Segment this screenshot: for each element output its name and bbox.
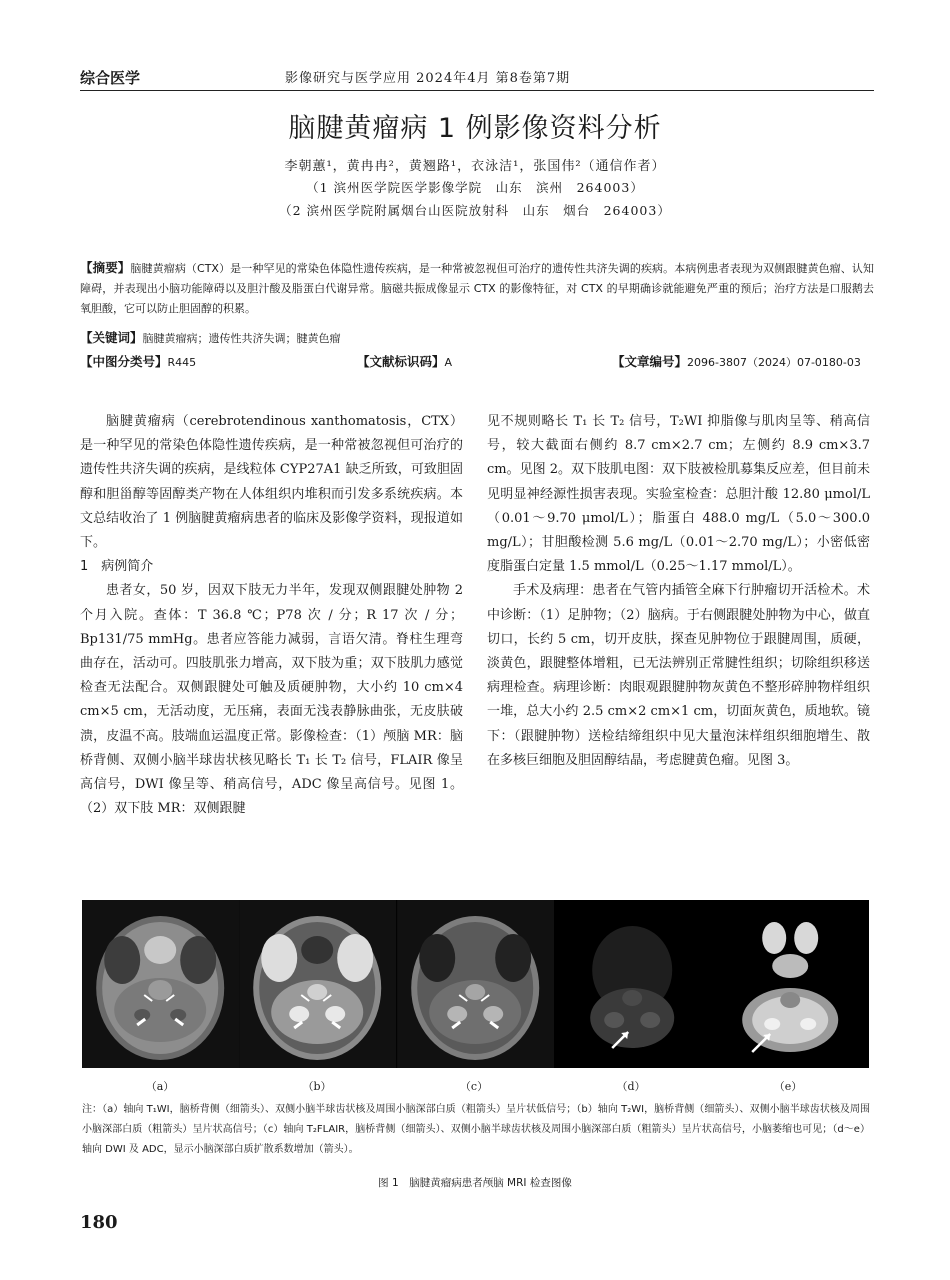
continued-paragraph: 见不规则略长 T₁ 长 T₂ 信号，T₂WI 抑脂像与肌肉呈等、稍高信号，较大截面右侧约 8.7 cm×2.7 cm；左侧约 8.9 cm×3.7 cm。见图 2。双下肢肌电图：双下肢被检肌募集反应差，但目前未见明显神经源性损害表现。实验室检查：总胆汁酸 12.80 μmol/L（0.01～9.70 μmol/L）；脂蛋白 488.0 mg/L（5.0～300.0 mg/L）；甘胆酸检测 5.6 mg/L（0.01～2.70 mg/L）；小密低密度脂蛋白定量 1.5 mmol/L（0.25～1.17 mmol/L）。	[487, 414, 871, 575]
panel-label-c: （c）	[459, 1080, 489, 1093]
art-value: 2096-3807（2024）07-0180-03	[687, 356, 861, 369]
panel-label-e: （e）	[773, 1080, 803, 1093]
panel-label-b: （b）	[302, 1080, 332, 1093]
section-label: 综合医学	[80, 69, 141, 87]
left-column	[80, 410, 463, 821]
doc-label: 【文献标识码】	[357, 354, 445, 369]
keywords-text: 脑腱黄瘤病；遗传性共济失调；腱黄色瘤	[142, 332, 341, 345]
art-label: 【文章编号】	[612, 354, 688, 369]
mri-panel-d	[554, 900, 711, 1068]
case-paragraph: 患者女，50 岁，因双下肢无力半年，发现双侧跟腱处肿物 2 个月入院。查体：T 36.8 ℃；P78 次 / 分；R 17 次 / 分；Bp131/75 mmHg。患者应答能力减弱，言语欠清。脊柱生理弯曲存在，活动可。四肢肌张力增高，双下肢为重；双下肢肌力感觉检查无法配合。双侧跟腱处可触及质硬肿物，大小约 10 cm×4 cm×5 cm，无活动度，无压痛，表面无浅表静脉曲张，无皮肤破溃，皮温不高。肢端血运温度正常。影像检查：（1）颅脑 MR：脑桥背侧、双侧小脑半球齿状核见略长 T₁ 长 T₂ 信号，FLAIR 像呈高信号，DWI 像呈等、稍高信号，ADC 像呈高信号。见图 1。（2）双下肢 MR：双侧跟腱	[80, 583, 463, 817]
panel-label-d: （d）	[616, 1080, 646, 1093]
mri-panel-b	[239, 900, 396, 1068]
keywords	[80, 328, 341, 346]
figure-title: 图 1 脑腱黄瘤病患者颅脑 MRI 检查图像	[378, 1177, 572, 1189]
doc-code	[357, 352, 452, 370]
mri-panel-e	[712, 900, 869, 1068]
figure-note: 注：（a）轴向 T₁WI，脑桥背侧（细箭头）、双侧小脑半球齿状核及周围小脑深部白质（粗箭头）呈片状低信号；（b）轴向 T₂WI，脑桥背侧（细箭头）、双侧小脑半球齿状核及周围小脑深部白质（粗箭头）呈片状高信号；（c）轴向 T₂FLAIR，脑桥背侧（细箭头）、双侧小脑半球齿状核及周围小脑深部白质（粗箭头）呈片状高信号，小脑萎缩也可见；（d～e）轴向 DWI 及 ADC，显示小脑深部白质扩散系数增加（箭头）。	[82, 1104, 870, 1155]
doc-value: A	[444, 356, 453, 369]
abstract-text: 脑腱黄瘤病（CTX）是一种罕见的常染色体隐性遗传疾病，是一种常被忽视但可治疗的遗传性共济失调的疾病。本病例患者表现为双侧跟腱黄色瘤、认知障碍，并表现出小脑功能障碍以及胆汁酸及脂蛋白代谢异常。脑磁共振成像显示 CTX 的影像特征，对 CTX 的早期确诊就能避免严重的预后；治疗方法是口服鹅去氧胆酸，它可以防止胆固醇的积累。	[80, 262, 874, 315]
affiliation-1: （1 滨州医学院医学影像学院 山东 滨州 264003）	[306, 180, 644, 195]
section-heading: 1 病例简介	[80, 559, 154, 575]
abstract	[80, 258, 874, 319]
keywords-label: 【关键词】	[80, 330, 143, 345]
pathology-paragraph: 手术及病理：患者在气管内插管全麻下行肿瘤切开活检术。术中诊断：（1）足肿物；（2）脑病。于右侧跟腱处肿物为中心，做直切口，长约 5 cm，切开皮肤，探查见肿物位于跟腱周围，质硬，淡黄色，跟腱整体增粗，已无法辨别正常腱性组织；切除组织移送病理检查。病理诊断：肉眼观跟腱肿物灰黄色不整形碎肿物样组织一堆，总大小约 2.5 cm×2 cm×1 cm，切面灰黄色，质地软。镜下：（跟腱肿物）送检结缔组织中见大量泡沫样组织细胞增生、散在多核巨细胞及胆固醇结晶，考虑腱黄色瘤。见图 3。	[487, 583, 870, 768]
mri-panel-c	[397, 900, 554, 1068]
right-column	[487, 410, 870, 773]
mri-panel-a	[82, 900, 239, 1068]
article-number	[612, 352, 861, 370]
clc-value: R445	[167, 356, 197, 369]
mri-figure	[82, 900, 869, 1068]
panel-label-a: （a）	[145, 1080, 175, 1093]
intro-paragraph: 脑腱黄瘤病（cerebrotendinous xanthomatosis，CTX）是一种罕见的常染色体隐性遗传疾病，是一种常被忽视但可治疗的遗传性共济失调的疾病，是线粒体 CYP27A1 缺乏所致，可致胆固醇和胆甾醇等固醇类产物在人体组织内堆积而引发多系统疾病。本文总结收治了 1 例脑腱黄瘤病患者的临床及影像学资料，现报道如下。	[80, 414, 463, 551]
page-number: 180	[80, 1212, 118, 1233]
author-list: 李朝蕙¹，黄冉冉²，黄翘路¹，衣泳洁¹，张国伟²（通信作者）	[284, 159, 666, 174]
running-header	[80, 64, 874, 91]
affiliation-2: （2 滨州医学院附属烟台山医院放射科 山东 烟台 264003）	[279, 203, 671, 218]
article-title: 脑腱黄瘤病 1 例影像资料分析	[288, 113, 662, 144]
journal-info: 影像研究与医学应用 2024年4月 第8卷第7期	[285, 71, 571, 86]
abstract-label: 【摘要】	[80, 260, 131, 275]
clc-number	[80, 352, 196, 370]
clc-label: 【中图分类号】	[80, 354, 168, 369]
